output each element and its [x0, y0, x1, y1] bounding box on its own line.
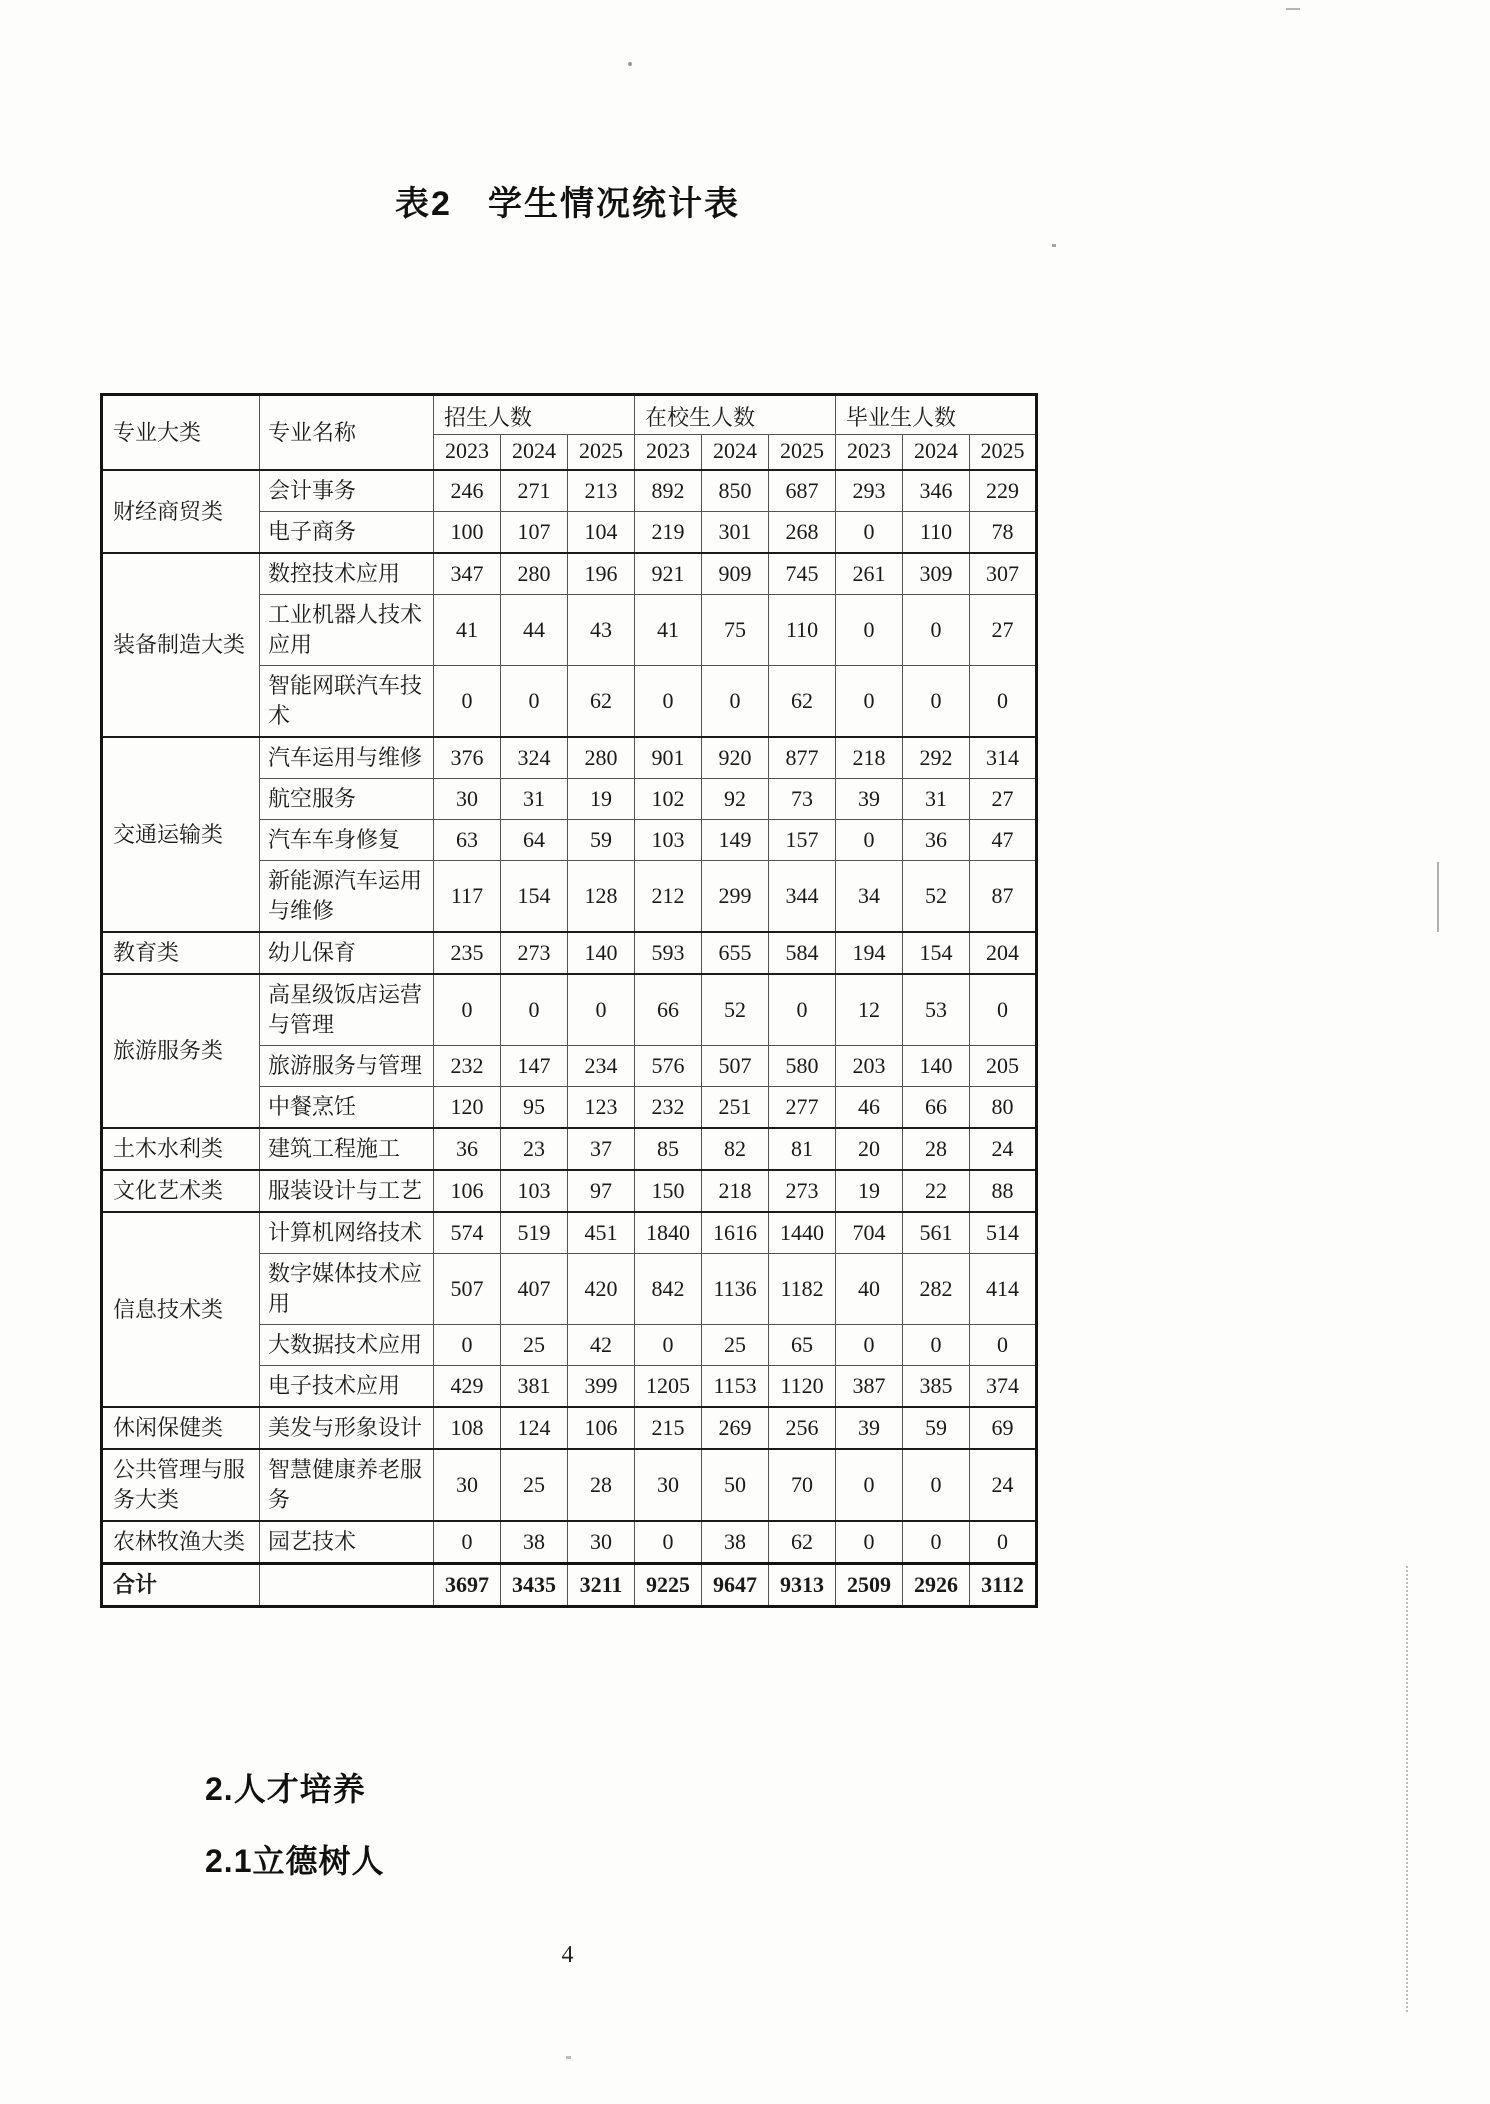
value-cell: 63: [434, 820, 501, 861]
value-cell: 280: [568, 737, 635, 779]
category-cell: 文化艺术类: [102, 1170, 260, 1212]
value-cell: 128: [568, 861, 635, 933]
total-value-cell: 3697: [434, 1564, 501, 1607]
value-cell: 580: [769, 1046, 836, 1087]
value-cell: 256: [769, 1407, 836, 1449]
value-cell: 324: [501, 737, 568, 779]
table-header: [102, 395, 1037, 471]
student-statistics-table: [100, 393, 1038, 1608]
value-cell: 420: [568, 1254, 635, 1325]
value-cell: 519: [501, 1212, 568, 1254]
value-cell: 232: [635, 1087, 702, 1129]
value-cell: 52: [903, 861, 970, 933]
value-cell: 1182: [769, 1254, 836, 1325]
value-cell: 39: [836, 1407, 903, 1449]
value-cell: 62: [769, 1521, 836, 1564]
value-cell: 20: [836, 1128, 903, 1170]
value-cell: 41: [434, 595, 501, 666]
value-cell: 0: [903, 1521, 970, 1564]
value-cell: 44: [501, 595, 568, 666]
value-cell: 593: [635, 932, 702, 974]
value-cell: 59: [903, 1407, 970, 1449]
value-cell: 205: [970, 1046, 1037, 1087]
category-cell: 休闲保健类: [102, 1407, 260, 1449]
value-cell: 0: [836, 1521, 903, 1564]
value-cell: 62: [769, 666, 836, 738]
value-cell: 154: [903, 932, 970, 974]
value-cell: 110: [769, 595, 836, 666]
value-cell: 251: [702, 1087, 769, 1129]
major-name-cell: 建筑工程施工: [260, 1128, 434, 1170]
total-value-cell: 9647: [702, 1564, 769, 1607]
value-cell: 37: [568, 1128, 635, 1170]
value-cell: 30: [635, 1449, 702, 1521]
value-cell: 31: [903, 779, 970, 820]
value-cell: 376: [434, 737, 501, 779]
value-cell: 0: [836, 595, 903, 666]
table-body: [102, 470, 1037, 1607]
value-cell: 117: [434, 861, 501, 933]
value-cell: 75: [702, 595, 769, 666]
value-cell: 0: [903, 595, 970, 666]
value-cell: 745: [769, 553, 836, 595]
value-cell: 103: [635, 820, 702, 861]
value-cell: 655: [702, 932, 769, 974]
value-cell: 261: [836, 553, 903, 595]
total-row: [102, 1564, 1037, 1607]
value-cell: 909: [702, 553, 769, 595]
value-cell: 124: [501, 1407, 568, 1449]
total-value-cell: 2926: [903, 1564, 970, 1607]
value-cell: 19: [836, 1170, 903, 1212]
major-name-cell: 新能源汽车运用与维修: [260, 861, 434, 933]
year-header: 2024: [702, 435, 769, 471]
major-name-cell: 汽车车身修复: [260, 820, 434, 861]
header-group-graduates: 毕业生人数: [836, 395, 1037, 435]
value-cell: 25: [501, 1449, 568, 1521]
value-cell: 271: [501, 470, 568, 512]
value-cell: 920: [702, 737, 769, 779]
value-cell: 374: [970, 1366, 1037, 1408]
header-category: 专业大类: [102, 395, 260, 471]
value-cell: 346: [903, 470, 970, 512]
value-cell: 0: [635, 1325, 702, 1366]
year-header: 2024: [903, 435, 970, 471]
value-cell: 157: [769, 820, 836, 861]
table-row: [102, 1128, 1037, 1170]
value-cell: 219: [635, 512, 702, 554]
major-name-cell: 高星级饭店运营与管理: [260, 974, 434, 1046]
value-cell: 0: [434, 1325, 501, 1366]
header-group-current-students: 在校生人数: [635, 395, 836, 435]
category-cell: 农林牧渔大类: [102, 1521, 260, 1564]
value-cell: 23: [501, 1128, 568, 1170]
value-cell: 212: [635, 861, 702, 933]
value-cell: 280: [501, 553, 568, 595]
value-cell: 108: [434, 1407, 501, 1449]
value-cell: 27: [970, 779, 1037, 820]
category-cell: 交通运输类: [102, 737, 260, 932]
value-cell: 12: [836, 974, 903, 1046]
major-name-cell: 大数据技术应用: [260, 1325, 434, 1366]
table-row: [102, 1407, 1037, 1449]
value-cell: 69: [970, 1407, 1037, 1449]
value-cell: 149: [702, 820, 769, 861]
value-cell: 850: [702, 470, 769, 512]
value-cell: 292: [903, 737, 970, 779]
value-cell: 381: [501, 1366, 568, 1408]
value-cell: 0: [434, 1521, 501, 1564]
value-cell: 0: [836, 666, 903, 738]
value-cell: 28: [568, 1449, 635, 1521]
value-cell: 514: [970, 1212, 1037, 1254]
value-cell: 66: [635, 974, 702, 1046]
value-cell: 314: [970, 737, 1037, 779]
major-name-cell: 电子技术应用: [260, 1366, 434, 1408]
value-cell: 103: [501, 1170, 568, 1212]
value-cell: 0: [903, 1325, 970, 1366]
major-name-cell: 幼儿保育: [260, 932, 434, 974]
value-cell: 65: [769, 1325, 836, 1366]
value-cell: 88: [970, 1170, 1037, 1212]
value-cell: 102: [635, 779, 702, 820]
value-cell: 28: [903, 1128, 970, 1170]
value-cell: 0: [836, 1325, 903, 1366]
value-cell: 0: [970, 1325, 1037, 1366]
major-name-cell: 数控技术应用: [260, 553, 434, 595]
value-cell: 584: [769, 932, 836, 974]
value-cell: 38: [702, 1521, 769, 1564]
value-cell: 203: [836, 1046, 903, 1087]
total-value-cell: 3211: [568, 1564, 635, 1607]
value-cell: 104: [568, 512, 635, 554]
value-cell: 30: [434, 779, 501, 820]
value-cell: 246: [434, 470, 501, 512]
year-header: 2025: [568, 435, 635, 471]
value-cell: 347: [434, 553, 501, 595]
value-cell: 0: [836, 512, 903, 554]
major-name-cell: 智慧健康养老服务: [260, 1449, 434, 1521]
value-cell: 0: [501, 974, 568, 1046]
year-header: 2025: [769, 435, 836, 471]
value-cell: 892: [635, 470, 702, 512]
section-heading-moral-education: 2.1立德树人: [205, 1843, 385, 1879]
value-cell: 0: [970, 1521, 1037, 1564]
value-cell: 82: [702, 1128, 769, 1170]
value-cell: 204: [970, 932, 1037, 974]
major-name-cell: 中餐烹饪: [260, 1087, 434, 1129]
value-cell: 154: [501, 861, 568, 933]
value-cell: 36: [903, 820, 970, 861]
value-cell: 399: [568, 1366, 635, 1408]
value-cell: 59: [568, 820, 635, 861]
value-cell: 0: [836, 820, 903, 861]
value-cell: 62: [568, 666, 635, 738]
value-cell: 429: [434, 1366, 501, 1408]
value-cell: 0: [769, 974, 836, 1046]
value-cell: 229: [970, 470, 1037, 512]
major-name-cell: 园艺技术: [260, 1521, 434, 1564]
value-cell: 0: [970, 974, 1037, 1046]
table-row: [102, 932, 1037, 974]
value-cell: 42: [568, 1325, 635, 1366]
value-cell: 0: [434, 974, 501, 1046]
table-row: [102, 553, 1037, 595]
value-cell: 43: [568, 595, 635, 666]
section-heading-talent-training: 2.人才培养: [205, 1771, 366, 1807]
table-title: 表2 学生情况统计表: [395, 185, 740, 223]
header-group-enrollment: 招生人数: [434, 395, 635, 435]
value-cell: 27: [970, 595, 1037, 666]
value-cell: 30: [434, 1449, 501, 1521]
table-row: [102, 1449, 1037, 1521]
page-number: 4: [561, 1942, 574, 1968]
value-cell: 1120: [769, 1366, 836, 1408]
document-page: [100, 0, 1035, 2104]
value-cell: 39: [836, 779, 903, 820]
value-cell: 921: [635, 553, 702, 595]
major-name-cell: 服装设计与工艺: [260, 1170, 434, 1212]
value-cell: 106: [568, 1407, 635, 1449]
value-cell: 293: [836, 470, 903, 512]
value-cell: 507: [702, 1046, 769, 1087]
category-cell: 信息技术类: [102, 1212, 260, 1407]
value-cell: 299: [702, 861, 769, 933]
year-header: 2023: [836, 435, 903, 471]
value-cell: 269: [702, 1407, 769, 1449]
value-cell: 235: [434, 932, 501, 974]
value-cell: 0: [702, 666, 769, 738]
total-value-cell: 2509: [836, 1564, 903, 1607]
value-cell: 107: [501, 512, 568, 554]
total-empty-cell: [260, 1564, 434, 1607]
value-cell: 218: [836, 737, 903, 779]
value-cell: 46: [836, 1087, 903, 1129]
value-cell: 1136: [702, 1254, 769, 1325]
table-row: [102, 1170, 1037, 1212]
value-cell: 123: [568, 1087, 635, 1129]
value-cell: 38: [501, 1521, 568, 1564]
value-cell: 80: [970, 1087, 1037, 1129]
table-row: [102, 1212, 1037, 1254]
value-cell: 232: [434, 1046, 501, 1087]
value-cell: 385: [903, 1366, 970, 1408]
value-cell: 25: [501, 1325, 568, 1366]
value-cell: 301: [702, 512, 769, 554]
value-cell: 0: [836, 1449, 903, 1521]
value-cell: 70: [769, 1449, 836, 1521]
value-cell: 31: [501, 779, 568, 820]
value-cell: 273: [769, 1170, 836, 1212]
value-cell: 273: [501, 932, 568, 974]
year-header: 2023: [635, 435, 702, 471]
total-label-cell: 合计: [102, 1564, 260, 1607]
value-cell: 41: [635, 595, 702, 666]
value-cell: 81: [769, 1128, 836, 1170]
category-cell: 财经商贸类: [102, 470, 260, 553]
value-cell: 0: [635, 1521, 702, 1564]
value-cell: 194: [836, 932, 903, 974]
value-cell: 1205: [635, 1366, 702, 1408]
value-cell: 576: [635, 1046, 702, 1087]
value-cell: 95: [501, 1087, 568, 1129]
value-cell: 24: [970, 1128, 1037, 1170]
value-cell: 52: [702, 974, 769, 1046]
value-cell: 1840: [635, 1212, 702, 1254]
major-name-cell: 汽车运用与维修: [260, 737, 434, 779]
value-cell: 307: [970, 553, 1037, 595]
total-value-cell: 3112: [970, 1564, 1037, 1607]
value-cell: 106: [434, 1170, 501, 1212]
scan-artifact: [1437, 862, 1439, 932]
value-cell: 147: [501, 1046, 568, 1087]
value-cell: 344: [769, 861, 836, 933]
value-cell: 36: [434, 1128, 501, 1170]
value-cell: 234: [568, 1046, 635, 1087]
year-header: 2024: [501, 435, 568, 471]
total-value-cell: 9225: [635, 1564, 702, 1607]
table-row: [102, 737, 1037, 779]
value-cell: 78: [970, 512, 1037, 554]
value-cell: 150: [635, 1170, 702, 1212]
value-cell: 215: [635, 1407, 702, 1449]
value-cell: 0: [501, 666, 568, 738]
value-cell: 407: [501, 1254, 568, 1325]
value-cell: 0: [970, 666, 1037, 738]
value-cell: 309: [903, 553, 970, 595]
major-name-cell: 会计事务: [260, 470, 434, 512]
value-cell: 213: [568, 470, 635, 512]
total-value-cell: 3435: [501, 1564, 568, 1607]
value-cell: 0: [568, 974, 635, 1046]
value-cell: 110: [903, 512, 970, 554]
value-cell: 1440: [769, 1212, 836, 1254]
scan-artifact: [1286, 8, 1300, 10]
value-cell: 140: [903, 1046, 970, 1087]
major-name-cell: 工业机器人技术应用: [260, 595, 434, 666]
major-name-cell: 计算机网络技术: [260, 1212, 434, 1254]
major-name-cell: 美发与形象设计: [260, 1407, 434, 1449]
scan-artifact: [1406, 1566, 1408, 2012]
value-cell: 507: [434, 1254, 501, 1325]
value-cell: 24: [970, 1449, 1037, 1521]
value-cell: 277: [769, 1087, 836, 1129]
total-value-cell: 9313: [769, 1564, 836, 1607]
value-cell: 451: [568, 1212, 635, 1254]
value-cell: 561: [903, 1212, 970, 1254]
major-name-cell: 旅游服务与管理: [260, 1046, 434, 1087]
category-cell: 土木水利类: [102, 1128, 260, 1170]
value-cell: 0: [903, 666, 970, 738]
value-cell: 704: [836, 1212, 903, 1254]
value-cell: 282: [903, 1254, 970, 1325]
value-cell: 85: [635, 1128, 702, 1170]
header-major: 专业名称: [260, 395, 434, 471]
major-name-cell: 智能网联汽车技术: [260, 666, 434, 738]
value-cell: 901: [635, 737, 702, 779]
year-header: 2023: [434, 435, 501, 471]
value-cell: 47: [970, 820, 1037, 861]
value-cell: 19: [568, 779, 635, 820]
category-cell: 公共管理与服务大类: [102, 1449, 260, 1521]
value-cell: 120: [434, 1087, 501, 1129]
value-cell: 1616: [702, 1212, 769, 1254]
year-header: 2025: [970, 435, 1037, 471]
value-cell: 25: [702, 1325, 769, 1366]
value-cell: 574: [434, 1212, 501, 1254]
value-cell: 0: [434, 666, 501, 738]
value-cell: 66: [903, 1087, 970, 1129]
value-cell: 30: [568, 1521, 635, 1564]
value-cell: 73: [769, 779, 836, 820]
major-name-cell: 数字媒体技术应用: [260, 1254, 434, 1325]
value-cell: 22: [903, 1170, 970, 1212]
category-cell: 旅游服务类: [102, 974, 260, 1128]
value-cell: 0: [635, 666, 702, 738]
value-cell: 218: [702, 1170, 769, 1212]
category-cell: 教育类: [102, 932, 260, 974]
table-row: [102, 470, 1037, 512]
value-cell: 97: [568, 1170, 635, 1212]
scan-artifact: [1052, 244, 1056, 247]
value-cell: 92: [702, 779, 769, 820]
value-cell: 87: [970, 861, 1037, 933]
value-cell: 100: [434, 512, 501, 554]
value-cell: 842: [635, 1254, 702, 1325]
value-cell: 53: [903, 974, 970, 1046]
table-row: [102, 1521, 1037, 1564]
value-cell: 140: [568, 932, 635, 974]
value-cell: 196: [568, 553, 635, 595]
table-row: [102, 974, 1037, 1046]
major-name-cell: 电子商务: [260, 512, 434, 554]
value-cell: 877: [769, 737, 836, 779]
value-cell: 414: [970, 1254, 1037, 1325]
value-cell: 268: [769, 512, 836, 554]
value-cell: 40: [836, 1254, 903, 1325]
value-cell: 0: [903, 1449, 970, 1521]
value-cell: 50: [702, 1449, 769, 1521]
value-cell: 64: [501, 820, 568, 861]
value-cell: 34: [836, 861, 903, 933]
value-cell: 1153: [702, 1366, 769, 1408]
header-row-groups: [102, 395, 1037, 435]
value-cell: 387: [836, 1366, 903, 1408]
value-cell: 687: [769, 470, 836, 512]
category-cell: 装备制造大类: [102, 553, 260, 737]
major-name-cell: 航空服务: [260, 779, 434, 820]
